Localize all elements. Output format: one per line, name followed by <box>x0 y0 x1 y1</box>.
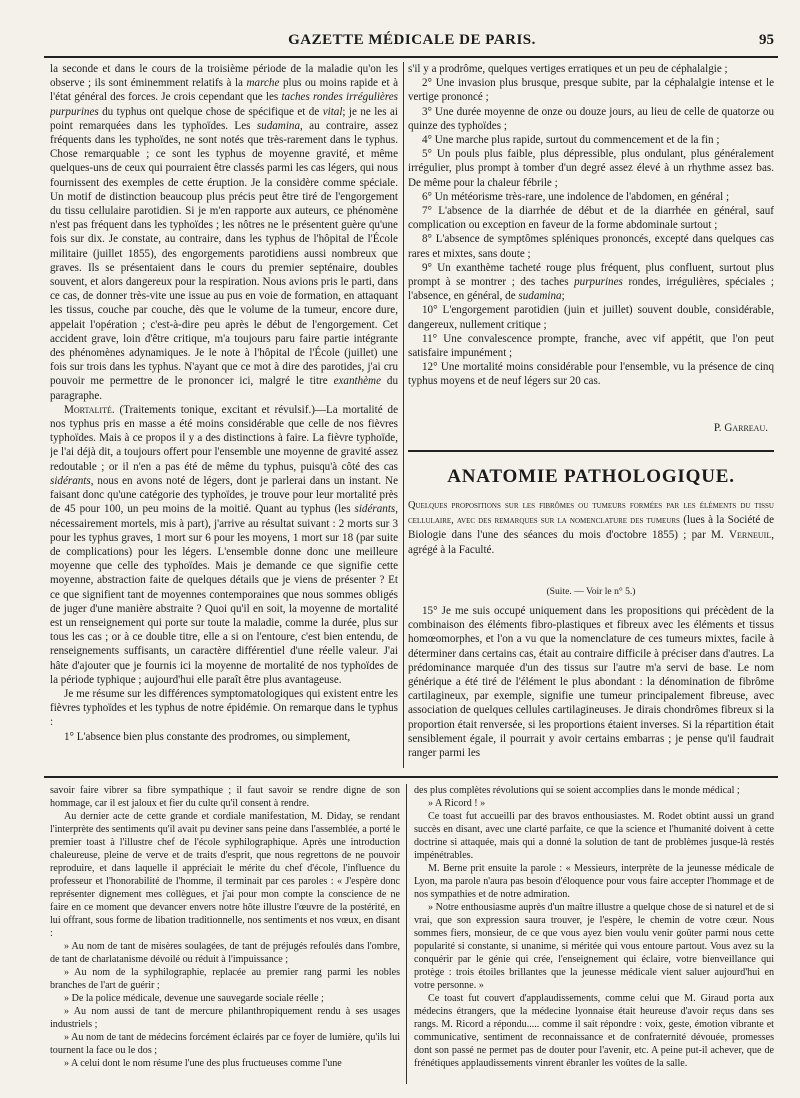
feuilleton-paragraph: savoir faire vibrer sa fibre sympathique ; il faut savoir se rendre digne de son hommage, car il est jaloux et fier du culte qu'il consent à rendre. <box>50 785 400 809</box>
subtitle-caps: Quelques propositions sur les fibrômes ou tumeurs formées par les éléments du tissu cellulaire, avec des remarques sur la nomenclature des tumeurs <box>408 500 774 527</box>
feuilleton-right-column <box>414 784 774 1084</box>
left-column <box>50 62 398 768</box>
left-paragraph-resume: Je me résume sur les différences symptomatologiques qui existent entre les fièvres typhoïdes et les typhus de notre épidémie. On remarque dans le typhus : <box>50 687 398 729</box>
feuilleton-paragraph: M. Berne prit ensuite la parole : « Messieurs, interprète de la jeunesse médicale de Lyon, ma parole n'aura pas besoin d'éloquence pour vous faire accepter l'hommage et de nos sympathies et de notre admiration. <box>414 863 774 900</box>
suite-note: (Suite. — Voir le n° 5.) <box>546 586 636 597</box>
signature-text: P. Garreau. <box>713 422 768 434</box>
feuilleton-paragraph: » De la police médicale, devenue une sauvegarde sociale réelle ; <box>64 993 324 1004</box>
feuilleton-rule <box>44 776 778 778</box>
list-item: 4° Une marche plus rapide, surtout du commencement et de la fin ; <box>422 134 720 147</box>
page-header <box>50 32 774 54</box>
text-run: rondes, irrégulières, spéciales ; l'absence, en général, de <box>408 276 774 303</box>
header-rule <box>44 56 778 58</box>
mortalite-heading: Mortalité. <box>64 403 115 416</box>
section-subtitle <box>408 498 774 594</box>
author-name: Verneuil <box>728 529 772 542</box>
feuilleton-paragraph: » Au nom aussi de tant de mercure philanthropiquement rendu à ses usages industriels ; <box>50 1006 400 1030</box>
feuilleton-divider <box>406 784 407 1084</box>
italic-run: sidérants <box>50 474 91 487</box>
text-run: (Traitements tonique, excitant et révulsif.)—La mortalité de nos typhus pris en masse a été moins considérable que celle de nos fièvres typhoïdes. Mais à ce propos il y a des distinctions à faire. La fièvre typhoïde, je l'ai déjà dit, a toujours offert pour l'ensemble une moyenne de gravité assez redoutable ; or il n'en a pas été de même du typhus, puisqu'à côté des cas <box>50 403 398 473</box>
author-signature <box>408 422 774 434</box>
italic-run: vital <box>322 105 343 118</box>
text-run: plus ou moins rapide et à l'état général des forces. Je crois cependant que les <box>50 77 398 104</box>
list-item: 5° Un pouls plus faible, plus dépressible, plus ondulant, plus généralement irrégulier, plus prompt à tomber d'un degré assez élevé à un rhythme assez bas. De même pour la chaleur fébrile ; <box>408 148 774 189</box>
list-item <box>408 261 774 304</box>
text-run: 9° Un exanthème tacheté rouge plus fréquent, plus confluent, surtout plus prompt à se montrer ; des taches <box>408 261 774 289</box>
left-paragraph-mortalite <box>50 403 398 687</box>
list-item: 6° Un météorisme très-rare, une indolence de l'abdomen, en général ; <box>422 190 730 203</box>
list-item: 8° L'absence de symptômes spléniques prononcés, excepté dans quelques cas rares et mixtes, sans doute ; <box>408 233 774 260</box>
text-run: du paragraphe. <box>50 375 398 402</box>
right-column-list <box>408 62 774 416</box>
italic-run: exanthème <box>333 375 381 388</box>
text-run: la seconde et dans le cours de la troisième période de la maladie qu'on les observe ; ils sont éminemment relatifs à la <box>50 63 398 90</box>
feuilleton-paragraph: » A celui dont le nom résume l'une des plus fructueuses comme l'une <box>64 1058 342 1069</box>
list-item: 3° Une durée moyenne de onze ou douze jours, au lieu de celle de quatorze ou quinze des typhoïdes ; <box>408 105 774 132</box>
text-run: , nous en avons noté de légers, dont je parlerai dans un instant. Ne faisant donc qu'une catégorie des typhoïdes, je trouve pour leur mortalité près de 45 pour 100, un peu moins de la moitié. Quant au typhus (les <box>50 474 398 516</box>
proposition-15: 15° Je me suis occupé uniquement dans les propositions qui précèdent de la combinaison des éléments fibro-plastiques et fibreux avec les éléments et tissus homœomorphes, et l'on a vu que la nomenclature de ces tumeurs mixtes, facile à déterminer dans certains cas, était au contraire difficile à préciser dans d'autres. La prédominance marquée d'un des tissus sur l'autre m'a servi de base. Le nom générique a été tiré de l'élément le plus abondant : la dénomination de fibrôme cartilagineux, par exemple, signifie une tumeur principalement fibreuse, avec association de quelques cellules cartilagineuses. Je dirais chondrômes fibreux si la proportion était renversée, si les proportions étaient inverses. Si la répartition était sensiblement égale, il pourrait y avoir certains embarras ; je pense qu'il faudrait ranger parmi les <box>408 605 774 760</box>
italic-run: sidérants <box>354 503 396 516</box>
list-item: s'il y a prodrôme, quelques vertiges erratiques et un peu de céphalalgie ; <box>408 63 728 75</box>
feuilleton-paragraph: Au dernier acte de cette grande et cordiale manifestation, M. Diday, se rendant l'interprète des sentiments qu'il avait pu deviner sans peine dans l'assemblée, a porté le premier toast à l'illustre chef de l'école syphilographique. Après une introduction chaleureuse, pleine de verve et de traits d'esprit, que nous regrettons de ne pouvoir reproduire, et dans laquelle il appréciait le mérite du chef d'école, l'influence du professeur et l'honorabilité de l'homme, il terminait par ces paroles : « J'espère donc représenter dignement mes collègues, et j'ai pour mon compte la conscience de ne faire en ce moment que devancer envers notre hôte illustre l'œuvre de la postérité, en lui offrant, sous forme de libation traditionnelle, nos sentiments et nos vœux, en disant : <box>50 811 400 939</box>
feuilleton-paragraph: » Au nom de tant de misères soulagées, de tant de préjugés refoulés dans l'ombre, de tant de charlatanisme dévoilé ou réduit à l'impuissance ; <box>50 941 400 965</box>
italic-run: marche <box>246 77 280 90</box>
feuilleton-paragraph: » Notre enthousiasme auprès d'un maître illustre a quelque chose de si naturel et de si vrai, que son expression saura trouver, je l'espère, le chemin de votre cœur. Nous sommes fiers, monsieur, de ce que vous ayez bien voulu venir goûter parmi nous cette popularité si constante, si unanime, si méritée qui vous entoure partout. Vous avez su la conquérir par le génie qui crée, l'enseignement qui éclaire, votre bienveillance qui protège : trois étoiles brillantes que la jeunesse médicale vient saluer aujourd'hui en votre personne. » <box>414 902 774 991</box>
list-item: 12° Une mortalité moins considérable pour l'ensemble, vu la présence de cinq typhus moyens et de neuf légers sur 20 cas. <box>408 361 774 388</box>
text-run: , au contraire, assez fréquents dans les typhoïdes, ne sont notés que très-rarement dans le typhus. Chose remarquable ; ce sont les typhus de moyenne gravité, et même quelques-uns de ceux qui pourraient être classés parmi les cas légers, qui nous fournissent des exemples de cette éruption. Je la considère comme spéciale. Un motif de distinction beaucoup plus précis peut être tiré de l'engorgement du tissu cellulaire parotidien. Si je m'en rapporte aux auteurs, ce phénomène n'est pas fréquent dans les typhoïdes ; les nôtres ne le présentent guère qu'une fois sur dix. Je constate, au contraire, dans les typhus de l'hôpital de l'École militaire (juillet 1855), des engorgements parotidiens aussi nombreux que graves. Ils se présentaient dans le cours du premier septénaire, doubles souvent, et alors dangereux pour la respiration. Nous avions pris le parti, dans ce cas, de donner très-vite une issue au pus en voie de formation, en attaquant les tissus, couche par couche, dès que le volume de la tumeur, encore dure, appelait l'opération ; c'est-à-dire peu après le début de l'engorgement. Cet accident grave, loin d'être critique, m'a toujours paru faire partie intégrante des phénomènes adynamiques. Je le note à l'hôpital de l'École (juillet) une fois sur trois dans les typhus. N'ayant que ce mot à dire des parotides, j'ai cru pouvoir me permettre de le prononcer ici, malgré le titre <box>50 119 398 388</box>
section-title: ANATOMIE PATHOLOGIQUE. <box>447 466 735 487</box>
feuilleton-paragraph: » Au nom de la syphilographie, replacée au premier rang parmi les nobles branches de l'art de guérir ; <box>50 967 400 991</box>
italic-run: taches rondes irrégulières purpurines <box>50 91 398 118</box>
author-tail: , agrégé à la Faculté. <box>408 529 774 556</box>
section-rule <box>408 450 774 452</box>
feuilleton-paragraph: Ce toast fut accueilli par des bravos enthousiastes. M. Rodet obtint aussi un grand succès en disant, avec une clarté parfaite, ce que la science et l'humanité doivent à cette doctrine si attaquée, mais qui a donné la solution de tant de problèmes jusque-là restés impénétrables. <box>414 811 774 861</box>
italic-run: sudamina <box>518 290 562 303</box>
list-item: 7° L'absence de la diarrhée de début et de la diarrhée en général, sauf complication ou exception en faveur de la forme abdominale surtout ; <box>408 205 774 232</box>
italic-run: sudamina <box>256 119 300 132</box>
text-run: ; je ne les ai point remarquées dans les typhoïdes. Les <box>50 105 398 132</box>
subtitle-paragraph <box>408 498 774 557</box>
page-number: 95 <box>759 32 774 48</box>
text-run: du typhus ont quelque chose de spécifique et de <box>102 105 320 118</box>
feuilleton-paragraph: » Au nom de tant de médecins forcément éclairés par ce foyer de lumière, qu'ils lui tournent la face ou le dos ; <box>50 1032 400 1056</box>
journal-title: GAZETTE MÉDICALE DE PARIS. <box>288 32 536 48</box>
list-item: 11° Une convalescence prompte, franche, avec vif appétit, que l'on peut satisfaire impunément ; <box>408 332 774 360</box>
subtitle-rest: (lues à la Société de Biologie dans l'une des séances du mois d'octobre 1855) ; par M. <box>408 514 774 542</box>
left-paragraph-item-1: 1° L'absence bien plus constante des prodromes, ou simplement, <box>64 730 351 743</box>
left-paragraph-1 <box>50 62 398 403</box>
feuilleton-paragraph: Ce toast fut couvert d'applaudissements, comme celui que M. Giraud porta aux médecins étrangers, que la médecine lyonnaise était heureuse d'avoir reçus dans ses rangs. M. Ricord a répondu..... comme il sait répondre : voix, geste, émotion vibrante et communicative, sentiment de reconnaissance et de confraternité dévouée, promesses dont son passé ne permet pas de douter pour l'avenir, etc. A peine put-il achever, que de frénétiques applaudissements vinrent ébranler les voûtes de la salle. <box>414 993 774 1069</box>
section-body <box>408 604 774 768</box>
list-item: 10° L'engorgement parotidien (juin et juillet) souvent double, considérable, dangereux, nullement critique ; <box>408 304 774 331</box>
feuilleton-paragraph: » A Ricord ! » <box>428 798 486 809</box>
list-item: 2° Une invasion plus brusque, presque subite, par la céphalalgie intense et le vertige prononcé ; <box>408 77 774 104</box>
italic-run: purpurines <box>574 276 623 289</box>
text-run: ; <box>561 290 565 303</box>
text-run: , nécessairement mortels, mis à part), j'arrive au résultat suivant : 2 morts sur 3 pour les typhus graves, 1 mort sur 6 pour les moyens, 1 mort sur 18 (par suite de complications) pour les légers. L'ensemble donne donc une meilleure moyenne que celle des typhoïdes. Mais je demande ce que signifie cette moyenne, abstraction faite de quelques détails que je viens de présenter ? Et ce que signifient tant de moyennes contemporaines que nous sommes obligés de juger d'une manière abstraite ? Quoi qu'il en soit, la moyenne de mortalité est un renseignement qui porte sur toute la maladie, comme la durée, plus sur tous les cas ; or à ce double titre, elle a si on l'entoure, c'est bien entendu, de renseignements suffisants, un caractère différentiel d'une réelle valeur. J'ai hâte d'ajouter que je fournis ici la moyenne de mortalité de nos typhoïdes de la période typhique ; aujourd'hui elle paraît être plus avantageuse. <box>50 503 398 686</box>
feuilleton-left-column <box>50 784 400 1084</box>
column-divider <box>403 62 404 768</box>
feuilleton-paragraph: des plus complètes révolutions qui se soient accomplies dans le monde médical ; <box>414 785 740 796</box>
